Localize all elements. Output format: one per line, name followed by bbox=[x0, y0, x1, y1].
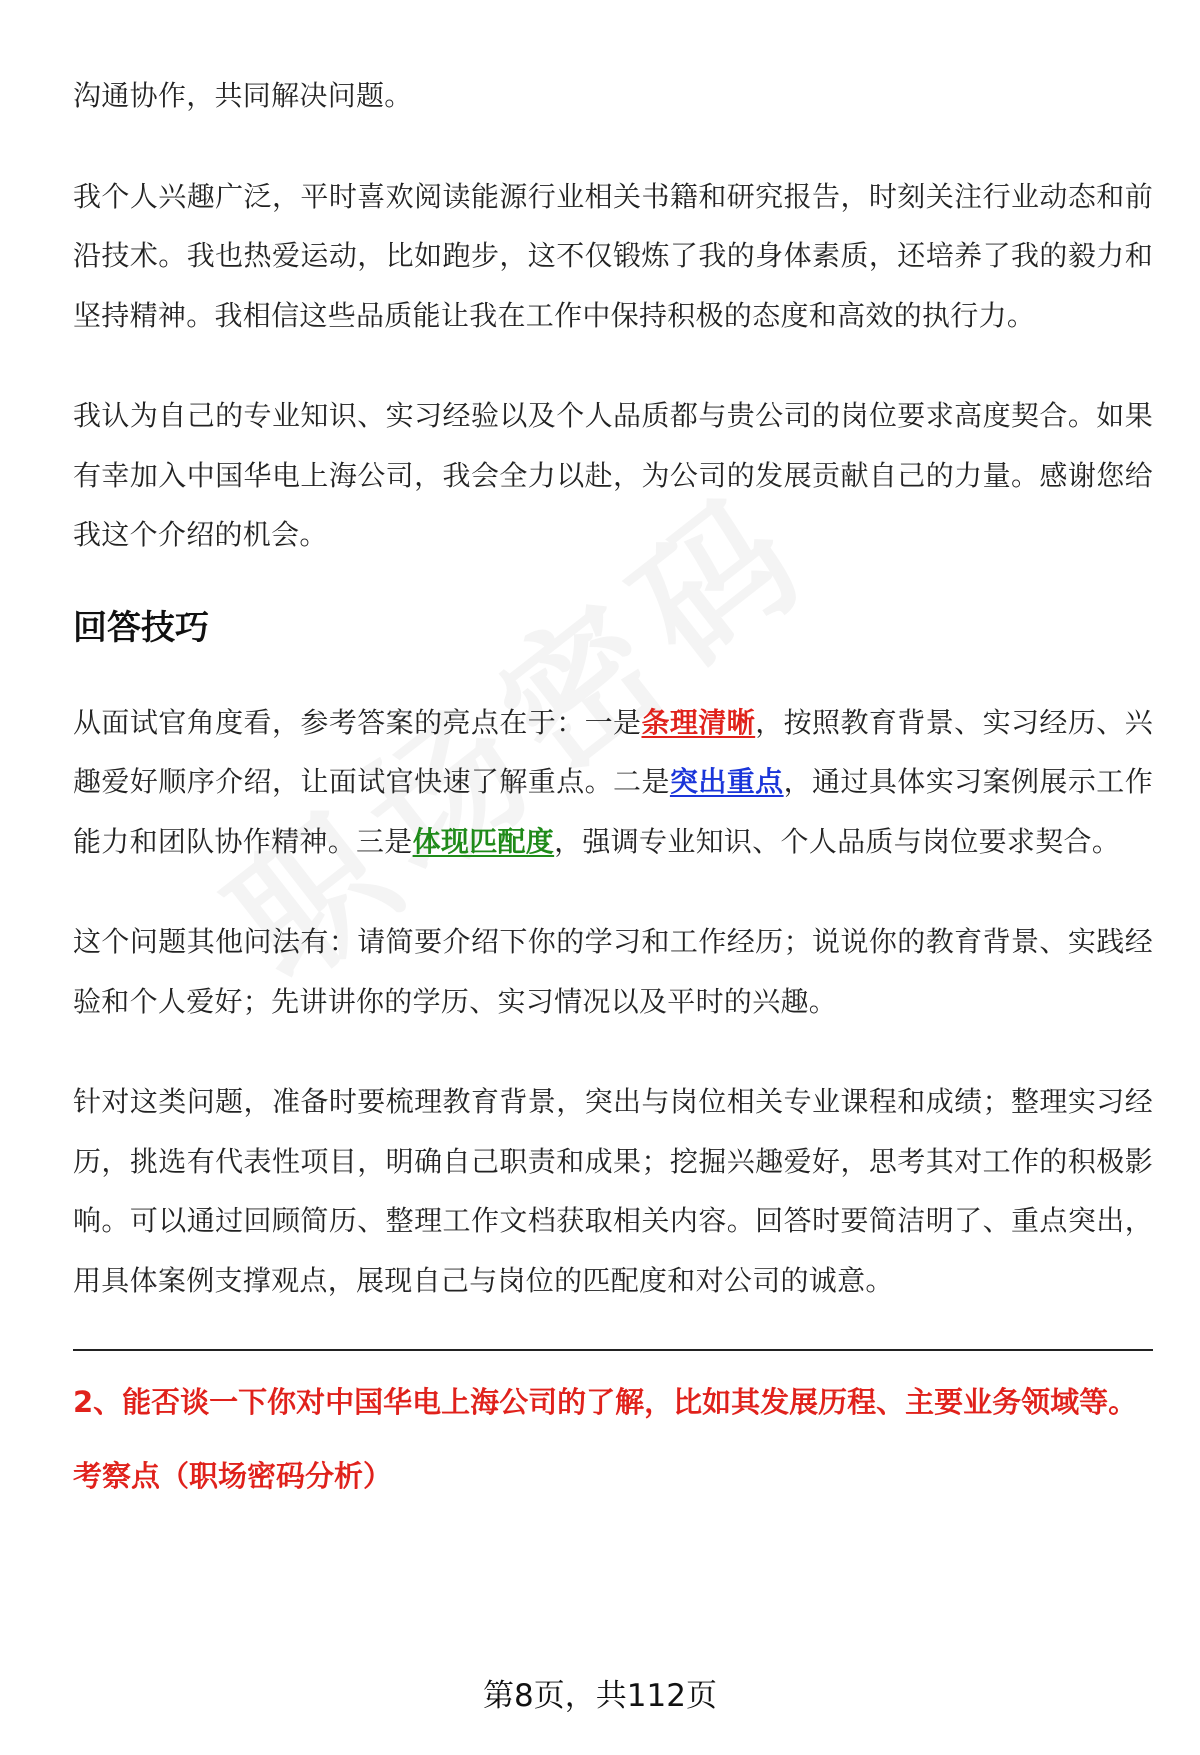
highlights-part3: ，通过具体实习案例展示工作能力和团队协作精神。三是 bbox=[73, 765, 1153, 858]
keyword-show-fit: 体现匹配度 bbox=[412, 824, 555, 858]
exam-point-heading: 考察点（职场密码分析） bbox=[73, 1459, 393, 1493]
highlights-part2: ，按照教育背景、实习经历、兴趣爱好顺序介绍，让面试官快速了解重点。二是 bbox=[73, 705, 1153, 798]
keyword-highlight-focus: 突出重点 bbox=[669, 765, 784, 798]
keyword-clear-structure: 条理清晰 bbox=[641, 705, 756, 739]
paragraph-highlights bbox=[73, 693, 1153, 872]
paragraph-conclusion: 我认为自己的专业知识、实习经验以及个人品质都与贵公司的岗位要求高度契合。如果有幸加入中国华电上海公司，我会全力以赴，为公司的发展贡献自己的力量。感谢您给我这个介绍的机会。 bbox=[73, 399, 1153, 551]
paragraph-alternative-questions: 这个问题其他问法有：请简要介绍下你的学习和工作经历；说说你的教育背景、实践经验和个人爱好；先讲讲你的学历、实习情况以及平时的兴趣。 bbox=[73, 925, 1153, 1018]
page-number-footer: 第8页，共112页 bbox=[483, 1678, 717, 1714]
section-heading-answer-tips: 回答技巧 bbox=[73, 607, 209, 648]
paragraph-interests: 我个人兴趣广泛，平时喜欢阅读能源行业相关书籍和研究报告，时刻关注行业动态和前沿技术。我也热爱运动，比如跑步，这不仅锻炼了我的身体素质，还培养了我的毅力和坚持精神。我相信这些品质能让我在工作中保持积极的态度和高效的执行力。 bbox=[73, 179, 1153, 332]
section-divider bbox=[73, 1349, 1153, 1351]
highlights-intro: 从面试官角度看，参考答案的亮点在于：一是 bbox=[73, 705, 642, 739]
question-2-title: 2、能否谈一下你对中国华电上海公司的了解，比如其发展历程、主要业务领域等。 bbox=[73, 1385, 1138, 1419]
page-content bbox=[73, 66, 1153, 1496]
paragraph-preparation: 针对这类问题，准备时要梳理教育背景，突出与岗位相关专业课程和成绩；整理实习经历，挑选有代表性项目，明确自己职责和成果；挖掘兴趣爱好，思考其对工作的积极影响。可以通过回顾简历、整理工作文档获取相关内容。回答时要简洁明了、重点突出，用具体案例支撑观点，展现自己与岗位的匹配度和对公司的诚意。 bbox=[73, 1085, 1153, 1297]
highlights-part4: ，强调专业知识、个人品质与岗位要求契合。 bbox=[554, 824, 1121, 858]
paragraph-teamwork-ending: 沟通协作，共同解决问题。 bbox=[73, 79, 413, 112]
